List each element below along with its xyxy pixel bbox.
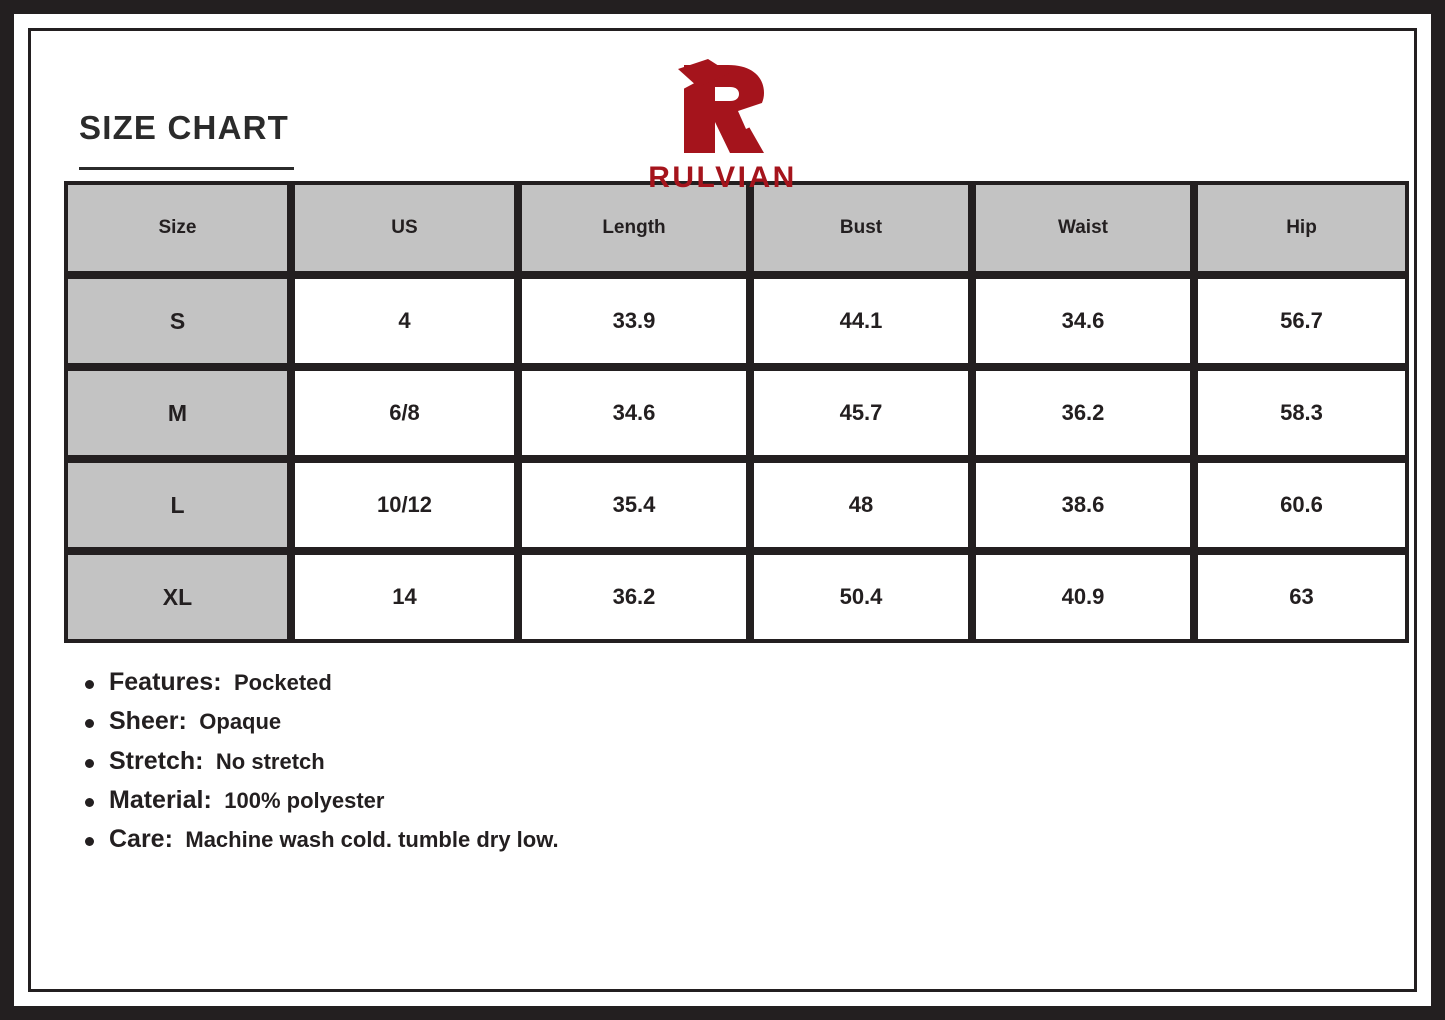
column-header-waist: Waist (972, 181, 1194, 275)
page-content (31, 31, 1414, 989)
cell-bust: 45.7 (750, 367, 972, 459)
list-item (83, 748, 1414, 774)
cell-size: L (64, 459, 291, 551)
column-header-hip: Hip (1194, 181, 1409, 275)
cell-us: 6/8 (291, 367, 518, 459)
column-header-size: Size (64, 181, 291, 275)
brand-block (31, 59, 1414, 195)
bullet-icon (85, 798, 94, 807)
cell-size: M (64, 367, 291, 459)
cell-bust: 50.4 (750, 551, 972, 643)
cell-length: 34.6 (518, 367, 750, 459)
cell-waist: 38.6 (972, 459, 1194, 551)
cell-length: 35.4 (518, 459, 750, 551)
cell-hip: 58.3 (1194, 367, 1409, 459)
column-header-length: Length (518, 181, 750, 275)
detail-value: Opaque (199, 709, 282, 735)
detail-label: Sheer: (109, 707, 187, 736)
bullet-icon (85, 837, 94, 846)
cell-waist: 34.6 (972, 275, 1194, 367)
detail-label: Features: (109, 668, 222, 696)
cell-us: 14 (291, 551, 518, 643)
detail-value: Machine wash cold. tumble dry low. (185, 827, 559, 852)
cell-length: 36.2 (518, 551, 750, 643)
brand-name: RULVIAN (648, 161, 797, 194)
cell-size: S (64, 275, 291, 367)
list-item (83, 708, 1414, 734)
detail-value: Pocketed (234, 670, 332, 695)
cell-hip: 63 (1194, 551, 1409, 643)
product-details-list (83, 669, 1414, 852)
cell-waist: 40.9 (972, 551, 1194, 643)
page-inner-border (28, 28, 1417, 992)
cell-us: 4 (291, 275, 518, 367)
cell-hip: 60.6 (1194, 459, 1409, 551)
detail-value: 100% polyester (224, 787, 385, 813)
detail-label: Care: (109, 825, 173, 853)
table-row (64, 367, 1409, 459)
detail-value: No stretch (215, 748, 325, 774)
cell-hip: 56.7 (1194, 275, 1409, 367)
cell-waist: 36.2 (972, 367, 1194, 459)
cell-bust: 48 (750, 459, 972, 551)
detail-label: Material: (109, 785, 212, 814)
size-table (64, 181, 1409, 643)
page-title: SIZE CHART (79, 109, 289, 146)
cell-us: 10/12 (291, 459, 518, 551)
list-item (83, 787, 1414, 813)
cell-size: XL (64, 551, 291, 643)
size-table-wrapper (64, 181, 1381, 643)
rulvian-r-logo-icon (668, 59, 778, 159)
column-header-us: US (291, 181, 518, 275)
table-header-row (64, 181, 1409, 275)
cell-bust: 44.1 (750, 275, 972, 367)
list-item (83, 826, 1414, 852)
bullet-icon (85, 719, 94, 728)
detail-label: Stretch: (109, 746, 204, 775)
table-row (64, 459, 1409, 551)
column-header-bust: Bust (750, 181, 972, 275)
list-item (83, 669, 1414, 695)
cell-length: 33.9 (518, 275, 750, 367)
bullet-icon (85, 759, 94, 768)
table-row (64, 275, 1409, 367)
header (31, 31, 1414, 194)
bullet-icon (85, 680, 94, 689)
table-row (64, 551, 1409, 643)
